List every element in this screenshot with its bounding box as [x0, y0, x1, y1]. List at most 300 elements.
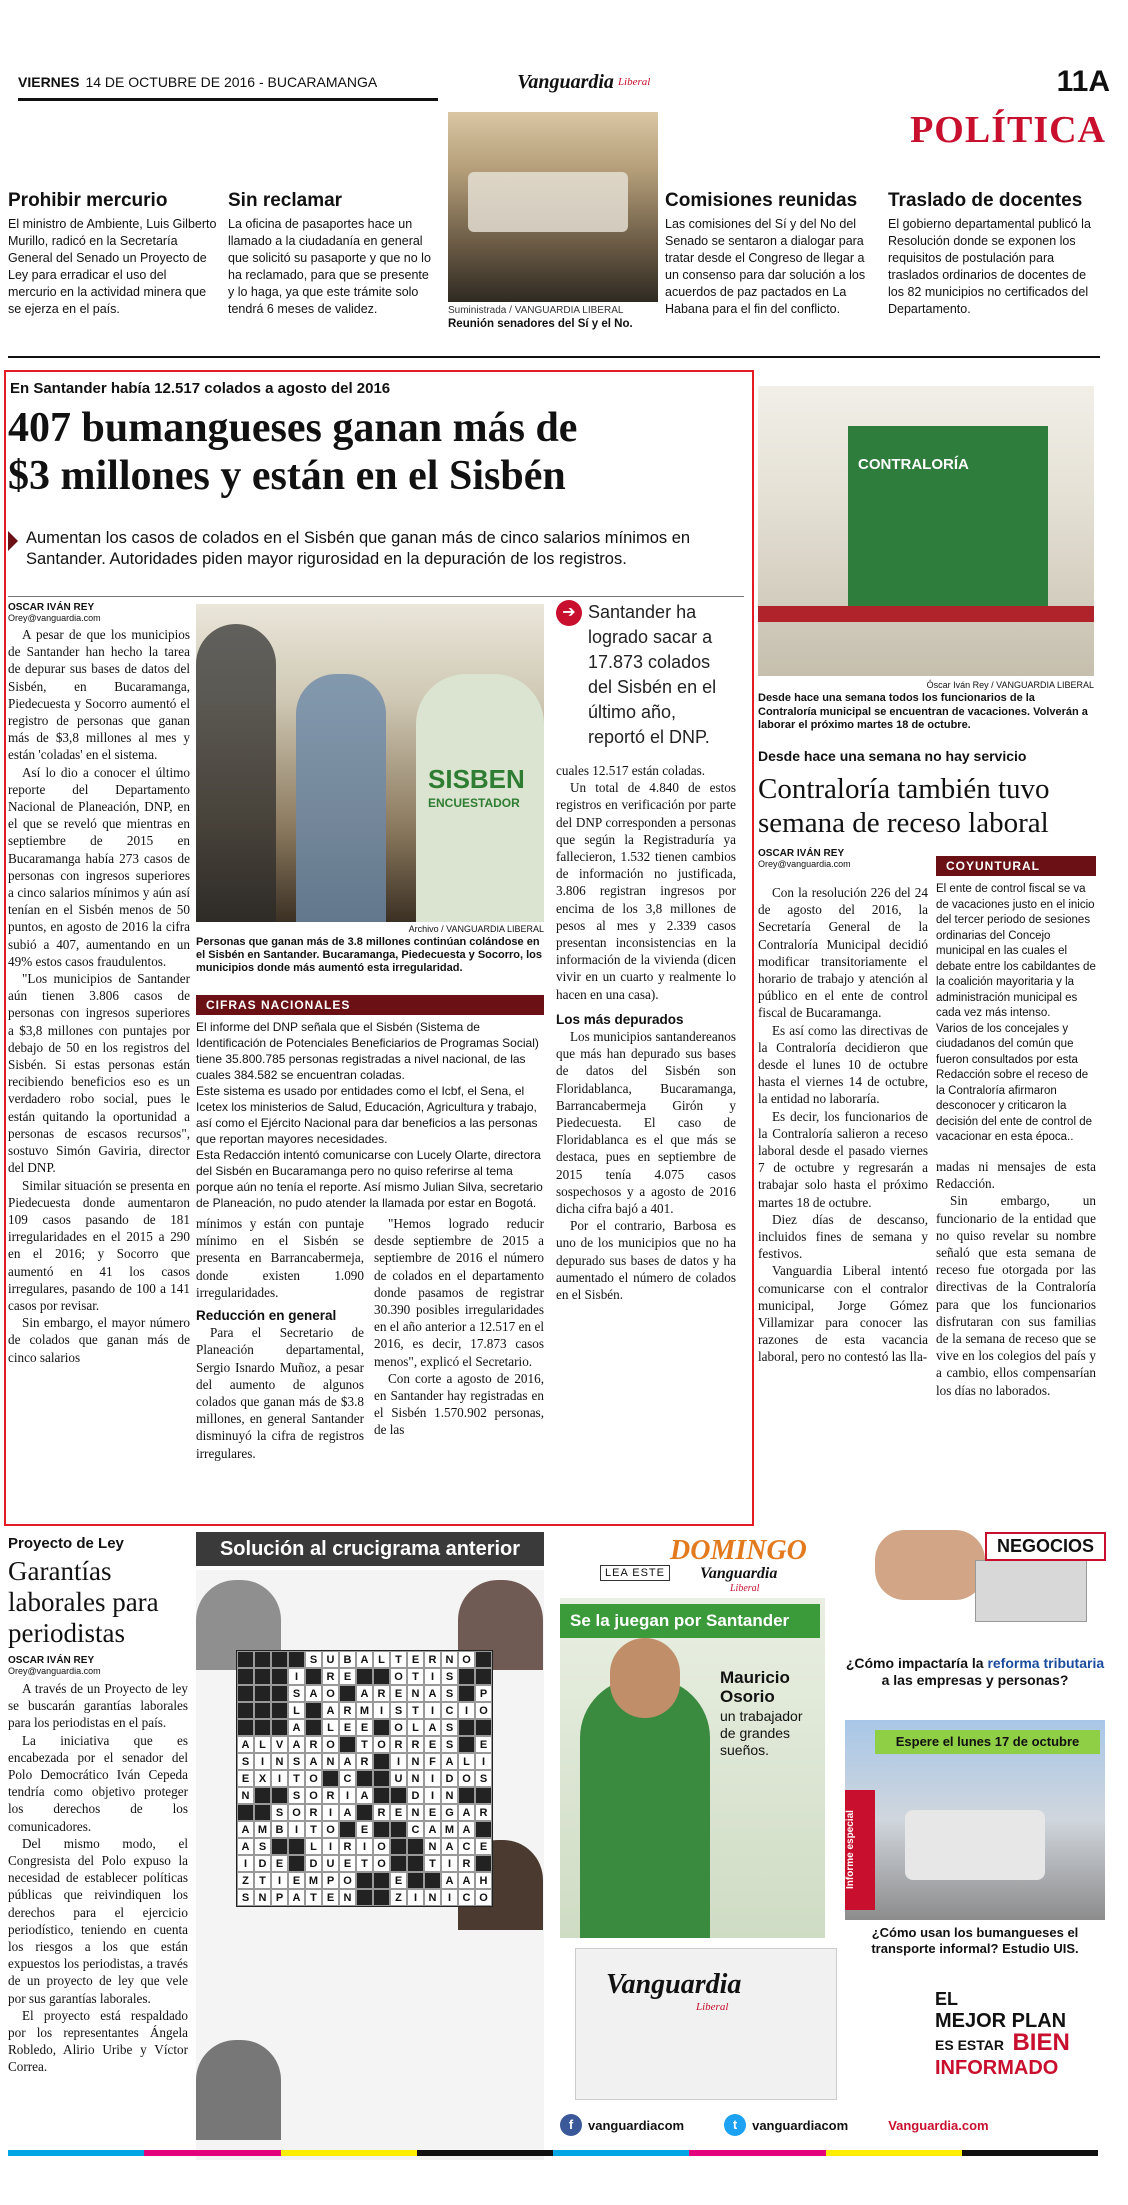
- crossword-cell: [288, 1838, 305, 1855]
- crossword-cell: A: [237, 1838, 254, 1855]
- crossword-cell: N: [407, 1804, 424, 1821]
- coyuntural-p2: Varios de los concejales y ciudadanos del común que fueron consultados por esta Redacción sobre el receso de la Contraloría afirmaron desconocer y criticaron la decisión del ente de control de vacacionar en esta época..: [936, 1022, 1092, 1143]
- facebook-link[interactable]: vanguardiacom: [588, 2117, 685, 2133]
- plan-highlight: BIEN: [1012, 2029, 1070, 2056]
- crossword-cell: S: [305, 1651, 322, 1668]
- face-shape: [610, 1638, 680, 1718]
- crossword-cell: I: [441, 1855, 458, 1872]
- crossword-cell: O: [458, 1770, 475, 1787]
- contraloria-photo-caption: Desde hace una semana todos los funcionarios de la Contraloría municipal se encuentran de vacaciones. Volverán a laborar el próximo martes 18 de octubre.: [758, 692, 1088, 731]
- crossword-cell: O: [475, 1889, 492, 1906]
- paragraph: Los municipios santandereanos que más han depurado sus bases de datos del Sisbén son Floridablanca, Bucaramanga, Barrancabermeja Girón y Piedecuesta. El caso de Floridablanca es el que más se destaca, pues en septiembre de 2015 tenía 4.075 casos sospechosos y a agosto de 2016 dicha cifra bajó a 401.: [556, 1029, 736, 1217]
- crossword-cell: A: [305, 1753, 322, 1770]
- brief-divider: [8, 356, 1100, 358]
- crossword-cell: T: [407, 1668, 424, 1685]
- newspaper-brand: Vanguardia: [606, 1969, 742, 2000]
- crossword-cell: V: [271, 1736, 288, 1753]
- paragraph: Sin embargo, el mayor número de colados que ganan más de cinco salarios: [8, 1315, 190, 1365]
- crossword-cell: L: [458, 1753, 475, 1770]
- cifras-p3: Esta Redacción intentó comunicarse con Lucely Olarte, directora del Sisbén en Bucaramanga pero no quiso referirse al tema porque aún no tenía el reporte. Así mismo Julian Silva, secretario de Planeación, no pudo atender la llamada por estar en Bogotá.: [196, 1148, 543, 1210]
- crossword-cell: L: [322, 1719, 339, 1736]
- contraloria-kicker: Desde hace una semana no hay servicio: [758, 748, 1027, 764]
- brief-title: Comisiones reunidas: [665, 190, 858, 211]
- paragraph: El proyecto está respaldado por los representantes Ángela Robledo, Alirio Uribe y Víctor Correa.: [8, 2007, 188, 2075]
- main-photo: [196, 604, 544, 922]
- crossword-cell: U: [390, 1770, 407, 1787]
- crossword-cell: Z: [237, 1872, 254, 1889]
- paragraph: Es así como las directivas de la Contraloría decidieron que desde el lunes 10 de octubre hasta el viernes 14 de octubre, la entidad no laboraría.: [758, 1022, 928, 1107]
- person-shape: [296, 674, 386, 922]
- crossword-cell: P: [475, 1685, 492, 1702]
- crossword-cell: A: [424, 1821, 441, 1838]
- crossword-cell: [373, 1719, 390, 1736]
- crossword-cell: A: [305, 1685, 322, 1702]
- crossword-cell: [475, 1719, 492, 1736]
- car-shape: [905, 1810, 1045, 1880]
- crossword-cell: [475, 1821, 492, 1838]
- crossword-cell: [390, 1855, 407, 1872]
- negocios-tag: NEGOCIOS: [985, 1532, 1106, 1561]
- crossword-cell: U: [322, 1855, 339, 1872]
- coyuntural-box: [936, 856, 1096, 1146]
- paragraph: Es decir, los funcionarios de la Contraloría salieron a receso laboral desde el pasado viernes 7 de octubre y regresarán a trabajar solo hasta el próximo martes 18 de octubre.: [758, 1108, 928, 1210]
- crossword-cell: A: [356, 1651, 373, 1668]
- headline-line-2: $3 millones y están en el Sisbén: [8, 453, 566, 499]
- plan-line: MEJOR PLAN: [935, 2010, 1067, 2032]
- paragraph: Similar situación se presenta en Piedecuesta donde aumentaron 109 casos pasando de 181 irregularidades en el 2015 a 290 en el 2016; y Socorro que aumentó en 41 los casos irregulares, pasando de 100 a 141 casos por revisar.: [8, 1177, 190, 1313]
- crossword-cell: O: [322, 1685, 339, 1702]
- crossword-cell: T: [356, 1855, 373, 1872]
- periodistas-body: [8, 1680, 188, 2076]
- paragraph: "Los municipios de Santander aún tienen 3.806 casos de personas con ingresos superiores a $3,8 millones con puntajes por debajo de 50 en los registros del Sisbén. Si estas personas están recibiendo beneficios eso es un verdadero robo social, pues le están quitando la oportunidad a personas de escasos recursos", sostuvo Simón Gaviria, director del DNP.: [8, 971, 190, 1176]
- crossword-cell: E: [475, 1838, 492, 1855]
- crossword-cell: [373, 1821, 390, 1838]
- crossword-cell: A: [441, 1753, 458, 1770]
- crossword-cell: [305, 1702, 322, 1719]
- crossword-cell: S: [441, 1685, 458, 1702]
- color-registration-bar: [8, 2150, 1098, 2156]
- crossword-cell: I: [390, 1753, 407, 1770]
- facebook-icon[interactable]: f: [560, 2114, 582, 2136]
- section-title: POLÍTICA: [910, 109, 1106, 151]
- web-link[interactable]: Vanguardia.com: [888, 2117, 989, 2133]
- crossword-cell: R: [339, 1702, 356, 1719]
- crossword-cell: A: [288, 1889, 305, 1906]
- crossword-cell: [475, 1855, 492, 1872]
- crossword-cell: I: [356, 1838, 373, 1855]
- coyuntural-tag: COYUNTURAL: [936, 856, 1096, 876]
- main-kicker: En Santander había 12.517 colados a agosto del 2016: [10, 380, 391, 397]
- surveyor-shape: [416, 674, 544, 922]
- contraloria-sign: CONTRALORÍA: [858, 456, 969, 473]
- question-highlight: reforma tributaria: [987, 1655, 1105, 1671]
- crossword-cell: C: [441, 1702, 458, 1719]
- crossword-cell: A: [288, 1736, 305, 1753]
- crossword-cell: N: [237, 1787, 254, 1804]
- crossword-cell: A: [237, 1821, 254, 1838]
- crossword-cell: N: [424, 1838, 441, 1855]
- deck-rule: [8, 596, 744, 597]
- domingo-word: DOMINGO: [670, 1535, 807, 1566]
- crossword-cell: [373, 1753, 390, 1770]
- masthead: [18, 65, 1110, 101]
- brief-3: [665, 190, 875, 318]
- crossword-cell: F: [424, 1753, 441, 1770]
- plan-slogan: [935, 1988, 1105, 2079]
- brief-text: La oficina de pasaportes hace un llamado a la ciudadanía en general que solicitó su pasaporte y que no lo ha reclamado, para que se presente y lo haga, ya que este trámite solo tendrá 6 meses de validez.: [228, 217, 431, 316]
- crossword-cell: [271, 1668, 288, 1685]
- crossword-cell: T: [407, 1702, 424, 1719]
- crossword-cell: [339, 1821, 356, 1838]
- crossword-cell: M: [305, 1872, 322, 1889]
- crossword-cell: B: [271, 1821, 288, 1838]
- newspaper-reader: [575, 1948, 837, 2100]
- crossword-cell: L: [373, 1651, 390, 1668]
- crossword-cell: [356, 1872, 373, 1889]
- paper-name: Vanguardia: [517, 70, 614, 93]
- crossword-cell: [237, 1668, 254, 1685]
- crossword-cell: O: [339, 1872, 356, 1889]
- crossword-cell: [305, 1719, 322, 1736]
- vest-label: SISBEN: [428, 764, 525, 794]
- crossword-cell: H: [475, 1872, 492, 1889]
- crossword-cell: N: [407, 1753, 424, 1770]
- cifras-box: [196, 995, 544, 1211]
- crossword-cell: T: [305, 1821, 322, 1838]
- crossword-cell: O: [373, 1838, 390, 1855]
- plan-line: EL: [935, 1989, 959, 2009]
- crossword-cell: I: [424, 1702, 441, 1719]
- crossword-cell: A: [339, 1753, 356, 1770]
- crossword-cell: S: [237, 1753, 254, 1770]
- crossword-cell: S: [271, 1804, 288, 1821]
- crossword-cell: [271, 1787, 288, 1804]
- crossword-cell: E: [475, 1736, 492, 1753]
- crossword-cell: I: [288, 1821, 305, 1838]
- crossword-cell: [407, 1838, 424, 1855]
- crossword-cell: [390, 1821, 407, 1838]
- crossword-cell: I: [407, 1889, 424, 1906]
- page-number: 11A: [1056, 65, 1110, 98]
- crossword-cell: [254, 1787, 271, 1804]
- crossword-cell: [254, 1685, 271, 1702]
- twitter-link[interactable]: vanguardiacom: [752, 2117, 849, 2133]
- main-headline: [8, 404, 577, 500]
- date-label: VIERNES: [18, 74, 80, 90]
- crossword-cell: A: [237, 1736, 254, 1753]
- paragraph: mínimos y están con puntaje mínimo en el Sisbén se presenta en Barrancabermeja, donde existen 1.090 irregularidades.: [196, 1216, 364, 1300]
- crossword-cell: A: [441, 1872, 458, 1889]
- top-photo-caption: Reunión senadores del Sí y el No.: [448, 318, 633, 330]
- top-photo: [448, 112, 658, 302]
- crossword-cell: A: [322, 1702, 339, 1719]
- crossword-cell: I: [271, 1770, 288, 1787]
- crossword-cell: C: [458, 1838, 475, 1855]
- paragraph: Del mismo modo, el Congresista del Polo expuso la necesidad de establecer políticas públicas que reivindiquen los derechos para el ejercicio periodístico, teniendo en cuenta los riesgos a los que están expuestos los periodistas, a través de un proyecto de ley que vele por sus garantías laborales.: [8, 1835, 188, 2006]
- crossword-cell: E: [356, 1719, 373, 1736]
- person-shape: [580, 1678, 710, 1938]
- crossword-cell: R: [356, 1753, 373, 1770]
- crossword-cell: [475, 1787, 492, 1804]
- crossword-cell: O: [475, 1702, 492, 1719]
- crossword-cell: E: [237, 1770, 254, 1787]
- crossword-cell: O: [322, 1821, 339, 1838]
- crossword-cell: E: [339, 1668, 356, 1685]
- arrow-right-icon: ➔: [556, 600, 582, 626]
- periodistas-kicker: Proyecto de Ley: [8, 1535, 124, 1552]
- transport-photo: [845, 1720, 1105, 1920]
- paragraph: Vanguardia Liberal intentó comunicarse con el contralor municipal, Jorge Gómez Villamizar para conocer las razones de esta vacancia laboral, pero no contestó las lla-: [758, 1263, 928, 1365]
- paragraph: A pesar de que los municipios de Santander han hecho la tarea de depurar sus bases de datos del Sisbén, en Bucaramanga, Piedecuesta y Socorro aumentó el registro de personas que ganan más de $3,8 millones al mes y están 'coladas' en el sistema.: [8, 627, 190, 763]
- crossword-cell: A: [458, 1821, 475, 1838]
- crossword-cell: A: [458, 1804, 475, 1821]
- crossword-cell: E: [407, 1651, 424, 1668]
- crossword-cell: I: [458, 1702, 475, 1719]
- crossword-cell: T: [424, 1855, 441, 1872]
- crossword-cell: I: [271, 1872, 288, 1889]
- domingo-person: Mauricio Osorio: [720, 1668, 790, 1706]
- crossword-cell: [237, 1702, 254, 1719]
- brief-title: Sin reclamar: [228, 190, 343, 211]
- crossword-cell: O: [373, 1736, 390, 1753]
- crossword-cell: [271, 1651, 288, 1668]
- crossword-cell: I: [475, 1753, 492, 1770]
- crossword-cell: S: [254, 1838, 271, 1855]
- crossword-cell: B: [339, 1651, 356, 1668]
- crossword-cell: I: [424, 1770, 441, 1787]
- crossword-cell: [254, 1719, 271, 1736]
- crossword-cell: I: [424, 1668, 441, 1685]
- crossword-cell: [373, 1787, 390, 1804]
- crossword-cell: N: [441, 1651, 458, 1668]
- crossword-cell: S: [288, 1685, 305, 1702]
- crossword-cell: N: [339, 1889, 356, 1906]
- crossword-cell: S: [441, 1668, 458, 1685]
- domingo-banner: [560, 1535, 830, 1595]
- crossword-cell: A: [339, 1804, 356, 1821]
- crossword-cell: [390, 1787, 407, 1804]
- byline: OSCAR IVÁN REY: [8, 602, 95, 613]
- crossword-cell: E: [271, 1855, 288, 1872]
- crossword-cell: M: [254, 1821, 271, 1838]
- brief-text: Las comisiones del Sí y del No del Senado se sentaron a dialogar para tratar desde el Congreso de llegar a un consenso para dar solución a los acuerdos de paz pactados en La Habana para el fin del conflicto.: [665, 217, 866, 316]
- crossword-cell: M: [356, 1702, 373, 1719]
- crossword-cell: R: [458, 1855, 475, 1872]
- crossword-cell: [339, 1685, 356, 1702]
- headline-line-1: 407 bumangueses ganan más de: [8, 405, 578, 451]
- paragraph: La iniciativa que es encabezada por el senador del Polo Democrático Iván Cepeda tendría como objetivo proteger los derechos de los comunicadores.: [8, 1732, 188, 1834]
- brief-text: El ministro de Ambiente, Luis Gilberto Murillo, radicó en la Secretaría General del Senado un Proyecto de Ley para erradicar el uso del mercurio en la actividad minera que se ejerza en el país.: [8, 217, 217, 316]
- crossword-cell: O: [373, 1855, 390, 1872]
- crossword-cell: D: [254, 1855, 271, 1872]
- crossword-cell: I: [237, 1855, 254, 1872]
- brief-2: [228, 190, 438, 318]
- plan-line: ES ESTAR: [935, 2037, 1004, 2053]
- crossword-cell: S: [441, 1736, 458, 1753]
- crossword-cell: [458, 1719, 475, 1736]
- crossword-cell: I: [339, 1787, 356, 1804]
- paragraph: madas ni mensajes de esta Redacción.: [936, 1159, 1096, 1192]
- crossword-cell: [237, 1651, 254, 1668]
- crossword-cell: [475, 1668, 492, 1685]
- contraloria-headline: Contraloría también tuvo semana de receso laboral: [758, 773, 1050, 839]
- paragraph: "Hemos logrado reducir desde septiembre de 2015 a septiembre de 2016 el número de colados en el departamento donde pasamos de registrar 30.390 posibles irregularidades en el año anterior a 12.517 en el 2016, es decir, 17.873 casos menos", explicó el Secretario.: [374, 1216, 544, 1369]
- crossword-cell: O: [390, 1668, 407, 1685]
- crossword-cell: T: [356, 1736, 373, 1753]
- crossword-cell: [407, 1872, 424, 1889]
- crossword-cell: [288, 1651, 305, 1668]
- crossword-cell: O: [322, 1736, 339, 1753]
- crossword-cell: T: [305, 1889, 322, 1906]
- crossword-cell: O: [458, 1651, 475, 1668]
- main-col-3c: [374, 1215, 544, 1439]
- brief-text: El gobierno departamental publicó la Resolución donde se exponen los requisitos de postulación para traslados ordinarios de docentes de los 82 municipios no certificados del Departamento.: [888, 217, 1091, 316]
- contraloria-col-1: [758, 884, 928, 1366]
- crossword-cell: A: [356, 1787, 373, 1804]
- crossword-cell: [254, 1804, 271, 1821]
- crossword-cell: E: [390, 1804, 407, 1821]
- plan-line: INFORMADO: [935, 2057, 1059, 2079]
- crossword-cell: [237, 1804, 254, 1821]
- crossword-cell: R: [322, 1668, 339, 1685]
- periodistas-byline: OSCAR IVÁN REY: [8, 1655, 95, 1666]
- crossword-cell: N: [254, 1889, 271, 1906]
- main-col-2b: [196, 1215, 364, 1462]
- crossword-cell: C: [458, 1889, 475, 1906]
- crossword-cell: [322, 1770, 339, 1787]
- brief-4: [888, 190, 1098, 318]
- main-photo-caption: Personas que ganan más de 3.8 millones continúan colándose en el Sisbén en Santander. Bucaramanga, Piedecuesta y Socorro, los municipios donde más aumentó esta irregularidad.: [196, 936, 543, 974]
- contraloria-photo: [758, 386, 1094, 676]
- crossword-grid: [236, 1650, 493, 1907]
- crossword-cell: E: [322, 1889, 339, 1906]
- crossword-cell: [390, 1838, 407, 1855]
- periodistas-story: [8, 1535, 188, 2076]
- crossword-cell: D: [407, 1787, 424, 1804]
- crossword-panel: [196, 1570, 544, 2160]
- crossword-cell: S: [288, 1787, 305, 1804]
- crossword-cell: A: [458, 1872, 475, 1889]
- crossword-cell: [373, 1668, 390, 1685]
- paragraph: Por el contrario, Barbosa es uno de los municipios que no ha depurado sus bases de datos y ha aumentado el número de colados en el Sisbén.: [556, 1218, 736, 1303]
- crossword-cell: P: [322, 1872, 339, 1889]
- crossword-cell: O: [390, 1719, 407, 1736]
- crossword-cell: [339, 1736, 356, 1753]
- domingo-person-desc: un trabajador de grandes sueños.: [720, 1708, 803, 1758]
- crossword-cell: [237, 1685, 254, 1702]
- crossword-cell: [373, 1770, 390, 1787]
- crossword-cell: [288, 1855, 305, 1872]
- newspaper-brand-sub: Liberal: [696, 2001, 729, 2013]
- question-part-1: ¿Cómo impactaría la: [845, 1655, 984, 1671]
- contraloria-byline: OSCAR IVÁN REY: [758, 848, 845, 859]
- crossword-cell: [407, 1855, 424, 1872]
- contraloria-email: Orey@vanguardia.com: [758, 859, 851, 869]
- crossword-cell: N: [407, 1685, 424, 1702]
- crossword-cell: A: [441, 1838, 458, 1855]
- crossword-cell: S: [475, 1770, 492, 1787]
- crossword-cell: [305, 1668, 322, 1685]
- brief-1: [8, 190, 218, 318]
- crossword-cell: [458, 1668, 475, 1685]
- crossword-cell: O: [305, 1787, 322, 1804]
- crossword-cell: A: [288, 1719, 305, 1736]
- crossword-cell: C: [407, 1821, 424, 1838]
- crossword-cell: R: [475, 1804, 492, 1821]
- crossword-cell: O: [288, 1804, 305, 1821]
- face-photo: [196, 2040, 281, 2140]
- crossword-cell: I: [322, 1838, 339, 1855]
- crossword-cell: E: [390, 1872, 407, 1889]
- periodistas-headline: Garantías laborales para periodistas: [8, 1556, 159, 1648]
- crossword-cell: [237, 1719, 254, 1736]
- crossword-cell: [356, 1770, 373, 1787]
- paragraph: cuales 12.517 están coladas.: [556, 763, 706, 778]
- crossword-cell: [271, 1685, 288, 1702]
- deck-text: Aumentan los casos de colados en el Sisbén que ganan más de cinco salarios mínimos en Santander. Autoridades piden mayor rigurosidad en la depuración de los registros.: [26, 529, 691, 568]
- negocios-question: [845, 1655, 1105, 1689]
- crossword-cell: [458, 1685, 475, 1702]
- crossword-cell: [373, 1872, 390, 1889]
- social-bar: [560, 2110, 1110, 2140]
- crossword-cell: T: [288, 1770, 305, 1787]
- hand-image: [875, 1530, 985, 1600]
- crossword-cell: E: [424, 1804, 441, 1821]
- crossword-cell: L: [288, 1702, 305, 1719]
- main-deck: [8, 528, 738, 570]
- pullquote-text: Santander ha logrado sacar a 17.873 colados del Sisbén en el último año, reportó el DNP.: [588, 602, 717, 747]
- date-banner: Espere el lunes 17 de octubre: [875, 1730, 1100, 1754]
- crossword-cell: [475, 1651, 492, 1668]
- meeting-table: [468, 172, 628, 232]
- crossword-cell: I: [254, 1753, 271, 1770]
- crossword-cell: [356, 1804, 373, 1821]
- crossword-cell: R: [305, 1736, 322, 1753]
- crossword-cell: L: [407, 1719, 424, 1736]
- crossword-cell: A: [424, 1685, 441, 1702]
- contraloria-col-2: [936, 1158, 1096, 1399]
- crossword-cell: D: [441, 1770, 458, 1787]
- crossword-cell: R: [424, 1651, 441, 1668]
- crossword-cell: I: [288, 1668, 305, 1685]
- person-shape: [196, 624, 276, 922]
- crossword-cell: R: [373, 1804, 390, 1821]
- crossword-cell: N: [322, 1753, 339, 1770]
- green-wall: [848, 426, 1048, 606]
- crossword-cell: Z: [390, 1889, 407, 1906]
- crossword-cell: S: [237, 1889, 254, 1906]
- byline-email: Orey@vanguardia.com: [8, 613, 101, 623]
- crossword-cell: L: [305, 1838, 322, 1855]
- twitter-icon[interactable]: t: [724, 2114, 746, 2136]
- domingo-promo: [560, 1598, 825, 1938]
- crossword-cell: U: [322, 1651, 339, 1668]
- crossword-cell: R: [339, 1838, 356, 1855]
- crossword-cell: E: [288, 1872, 305, 1889]
- crossword-cell: G: [441, 1804, 458, 1821]
- paragraph: A través de un Proyecto de ley se buscarán garantías laborales para los periodistas en el país.: [8, 1681, 188, 1731]
- paragraph: Para el Secretario de Planeación departamental, Sergio Isnardo Muñoz, a pesar del aumento de algunos colados que ganan más de $3.8 millones, en general Santander disminuyó la cifra de registros irregulares.: [196, 1325, 364, 1461]
- crossword-cell: S: [390, 1702, 407, 1719]
- crossword-cell: [424, 1872, 441, 1889]
- negocios-promo: [845, 1520, 1115, 2110]
- main-photo-credit: Archivo / VANGUARDIA LIBERAL: [408, 924, 544, 934]
- crossword-cell: R: [407, 1736, 424, 1753]
- crossword-cell: A: [356, 1685, 373, 1702]
- crossword-cell: E: [390, 1685, 407, 1702]
- crossword-cell: E: [424, 1736, 441, 1753]
- paragraph: Diez días de descanso, incluidos fines de semana y festivos.: [758, 1211, 928, 1262]
